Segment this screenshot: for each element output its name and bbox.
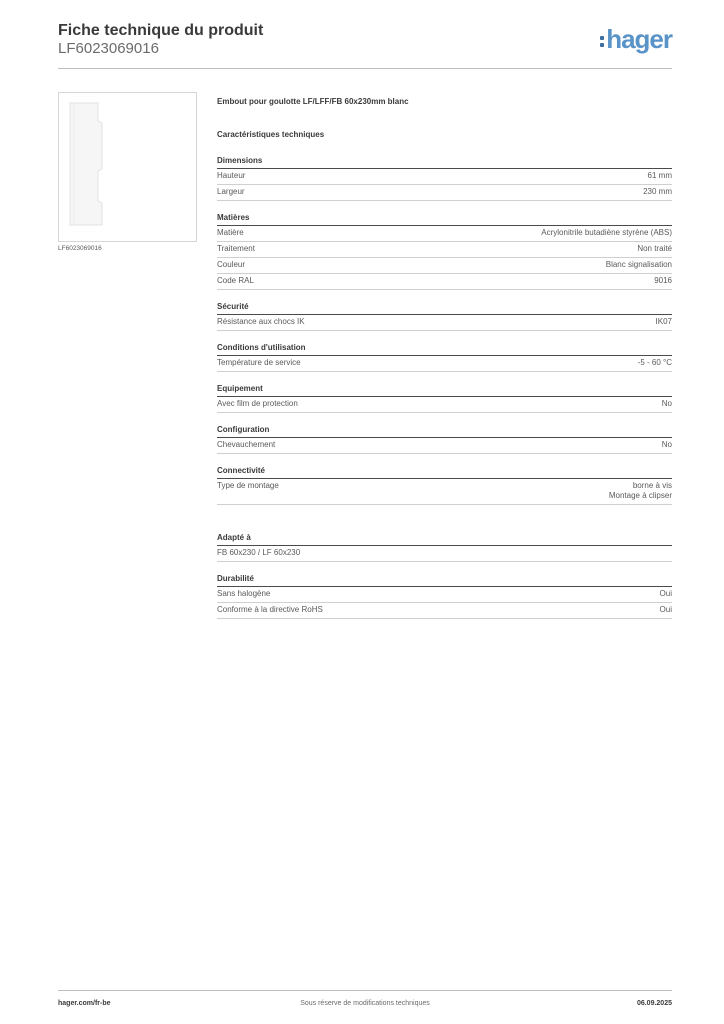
spec-label: Conforme à la directive RoHS <box>217 605 323 614</box>
spec-content <box>217 97 672 619</box>
spec-section <box>217 533 672 562</box>
spec-row <box>217 479 672 505</box>
section-title: Dimensions <box>217 156 672 169</box>
spec-row <box>217 356 672 372</box>
logo-text: hager <box>606 24 672 54</box>
spec-label: Hauteur <box>217 171 246 180</box>
footer-date: 06.09.2025 <box>636 1000 672 1007</box>
hager-logo <box>600 26 672 52</box>
section-title: Durabilité <box>217 574 672 587</box>
spec-label: Résistance aux chocs IK <box>217 317 305 326</box>
spec-value: Blanc signalisation <box>605 260 672 269</box>
spec-label: Avec film de protection <box>217 399 298 408</box>
spec-label: Traitement <box>217 244 255 253</box>
spec-row <box>217 185 672 201</box>
product-reference: LF6023069016 <box>58 40 159 57</box>
spec-label: Matière <box>217 228 244 237</box>
spec-section <box>217 384 672 413</box>
spec-label: Température de service <box>217 358 301 367</box>
end-cap-image-icon <box>64 101 104 229</box>
spec-value: 9016 <box>654 276 672 285</box>
section-title: Conditions d'utilisation <box>217 343 672 356</box>
spec-section <box>217 302 672 331</box>
spec-label: Sans halogène <box>217 589 271 598</box>
section-title: Adapté à <box>217 533 672 546</box>
image-caption: LF6023069016 <box>58 245 102 252</box>
spec-row <box>217 315 672 331</box>
spec-label: Code RAL <box>217 276 254 285</box>
spec-value: Oui <box>659 589 672 598</box>
spec-row <box>217 226 672 242</box>
spec-value: Oui <box>659 605 672 614</box>
section-title: Sécurité <box>217 302 672 315</box>
spec-sections <box>217 156 672 505</box>
section-title: Connectivité <box>217 466 672 479</box>
document-title: Fiche technique du produit <box>58 22 264 39</box>
spec-row <box>217 438 672 454</box>
section-title: Matières <box>217 213 672 226</box>
spec-value: Non traité <box>637 244 672 253</box>
spec-label: FB 60x230 / LF 60x230 <box>217 548 301 557</box>
spec-section <box>217 425 672 454</box>
spec-row <box>217 274 672 290</box>
spec-value: 61 mm <box>647 171 672 180</box>
spec-row <box>217 242 672 258</box>
spec-section <box>217 574 672 619</box>
spec-row <box>217 603 672 619</box>
spec-row <box>217 258 672 274</box>
spec-value: -5 - 60 °C <box>637 358 672 367</box>
spec-row <box>217 397 672 413</box>
page-footer <box>58 990 672 1017</box>
spec-label: Type de montage <box>217 481 279 490</box>
spec-sections-extra <box>217 533 672 619</box>
spec-section <box>217 343 672 372</box>
spec-row <box>217 587 672 603</box>
section-title: Equipement <box>217 384 672 397</box>
footer-notice: Sous réserve de modifications techniques <box>300 1000 430 1007</box>
spec-value: No <box>661 440 672 449</box>
spec-value: borne à vis Montage à clipser <box>608 481 672 500</box>
page-header <box>58 22 672 69</box>
product-image <box>58 92 197 242</box>
spec-value: 230 mm <box>643 187 672 196</box>
spec-section <box>217 213 672 290</box>
spec-label: Largeur <box>217 187 245 196</box>
logo-dots-icon <box>600 36 604 47</box>
spec-heading: Caractéristiques techniques <box>217 130 325 139</box>
product-name: Embout pour goulotte LF/LFF/FB 60x230mm blanc <box>217 97 409 106</box>
spec-section <box>217 466 672 505</box>
spec-value: Acrylonitrile butadiène styrène (ABS) <box>541 228 672 237</box>
spec-value: IK07 <box>655 317 672 326</box>
spec-section <box>217 156 672 201</box>
spec-value: No <box>661 399 672 408</box>
footer-website: hager.com/fr-be <box>58 1000 111 1007</box>
spec-label: Chevauchement <box>217 440 276 449</box>
section-title: Configuration <box>217 425 672 438</box>
spec-row <box>217 546 672 562</box>
spec-label: Couleur <box>217 260 246 269</box>
spec-row <box>217 169 672 185</box>
